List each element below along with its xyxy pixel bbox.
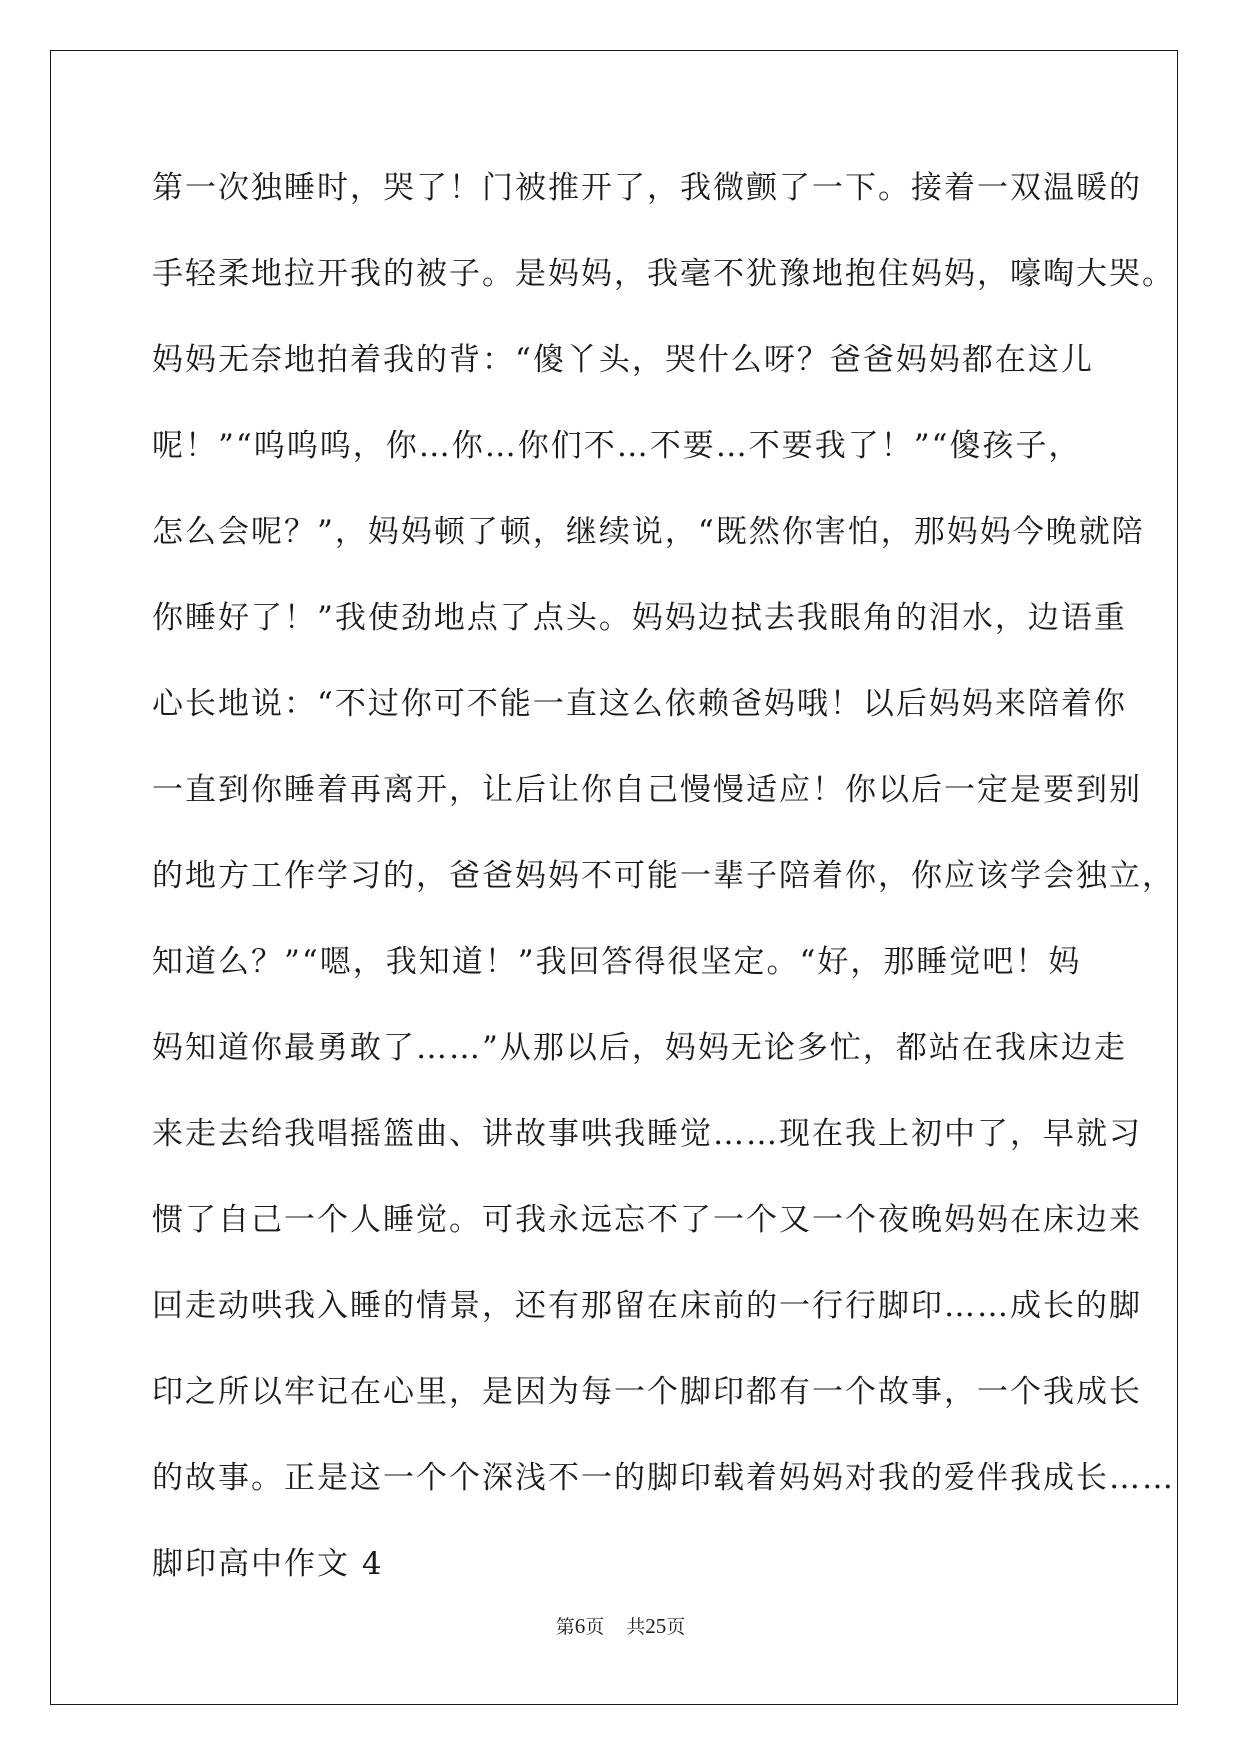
page-footer bbox=[0, 1612, 1241, 1639]
text-line: 知道么？”“嗯，我知道！”我回答得很坚定。“好，那睡觉吧！妈 bbox=[152, 944, 1082, 980]
total-prefix: 共 bbox=[626, 1616, 646, 1638]
text-line: 的故事。正是这一个个深浅不一的脚印载着妈妈对我的爱伴我成长…… bbox=[152, 1460, 1175, 1496]
text-line: 第一次独睡时，哭了！门被推开了，我微颤了一下。接着一双温暖的 bbox=[152, 170, 1142, 206]
text-line: 心长地说：“不过你可不能一直这么依赖爸妈哦！以后妈妈来陪着你 bbox=[152, 686, 1127, 722]
page-number: 6 bbox=[574, 1614, 586, 1638]
text-line: 来走去给我唱摇篮曲、讲故事哄我睡觉……现在我上初中了，早就习 bbox=[152, 1116, 1142, 1152]
text-line: 印之所以牢记在心里，是因为每一个脚印都有一个故事，一个我成长 bbox=[152, 1374, 1142, 1410]
total-pages: 25 bbox=[645, 1614, 667, 1638]
text-line: 回走动哄我入睡的情景，还有那留在床前的一行行脚印……成长的脚 bbox=[152, 1288, 1142, 1324]
page-suffix: 页 bbox=[585, 1616, 605, 1638]
document-body bbox=[152, 162, 1175, 1624]
page-prefix: 第 bbox=[555, 1616, 575, 1638]
text-line: 怎么会呢？”，妈妈顿了顿，继续说，“既然你害怕，那妈妈今晚就陪 bbox=[152, 514, 1145, 550]
text-line: 惯了自己一个人睡觉。可我永远忘不了一个又一个夜晚妈妈在床边来 bbox=[152, 1202, 1142, 1238]
text-line: 妈知道你最勇敢了……”从那以后，妈妈无论多忙，都站在我床边走 bbox=[152, 1030, 1127, 1066]
text-line: 的地方工作学习的，爸爸妈妈不可能一辈子陪着你，你应该学会独立， bbox=[152, 858, 1175, 894]
text-line: 一直到你睡着再离开，让后让你自己慢慢适应！你以后一定是要到别 bbox=[152, 772, 1142, 808]
text-line: 你睡好了！”我使劲地点了点头。妈妈边拭去我眼角的泪水，边语重 bbox=[152, 600, 1127, 636]
text-line: 妈妈无奈地拍着我的背：“傻丫头，哭什么呀？爸爸妈妈都在这儿 bbox=[152, 342, 1094, 378]
total-suffix: 页 bbox=[666, 1616, 686, 1638]
text-line: 呢！”“呜呜呜，你…你…你们不…不要…不要我了！”“傻孩子， bbox=[152, 428, 1082, 464]
text-line: 手轻柔地拉开我的被子。是妈妈，我毫不犹豫地抱住妈妈，嚎啕大哭。 bbox=[152, 256, 1175, 292]
section-heading: 脚印高中作文 4 bbox=[152, 1546, 384, 1582]
